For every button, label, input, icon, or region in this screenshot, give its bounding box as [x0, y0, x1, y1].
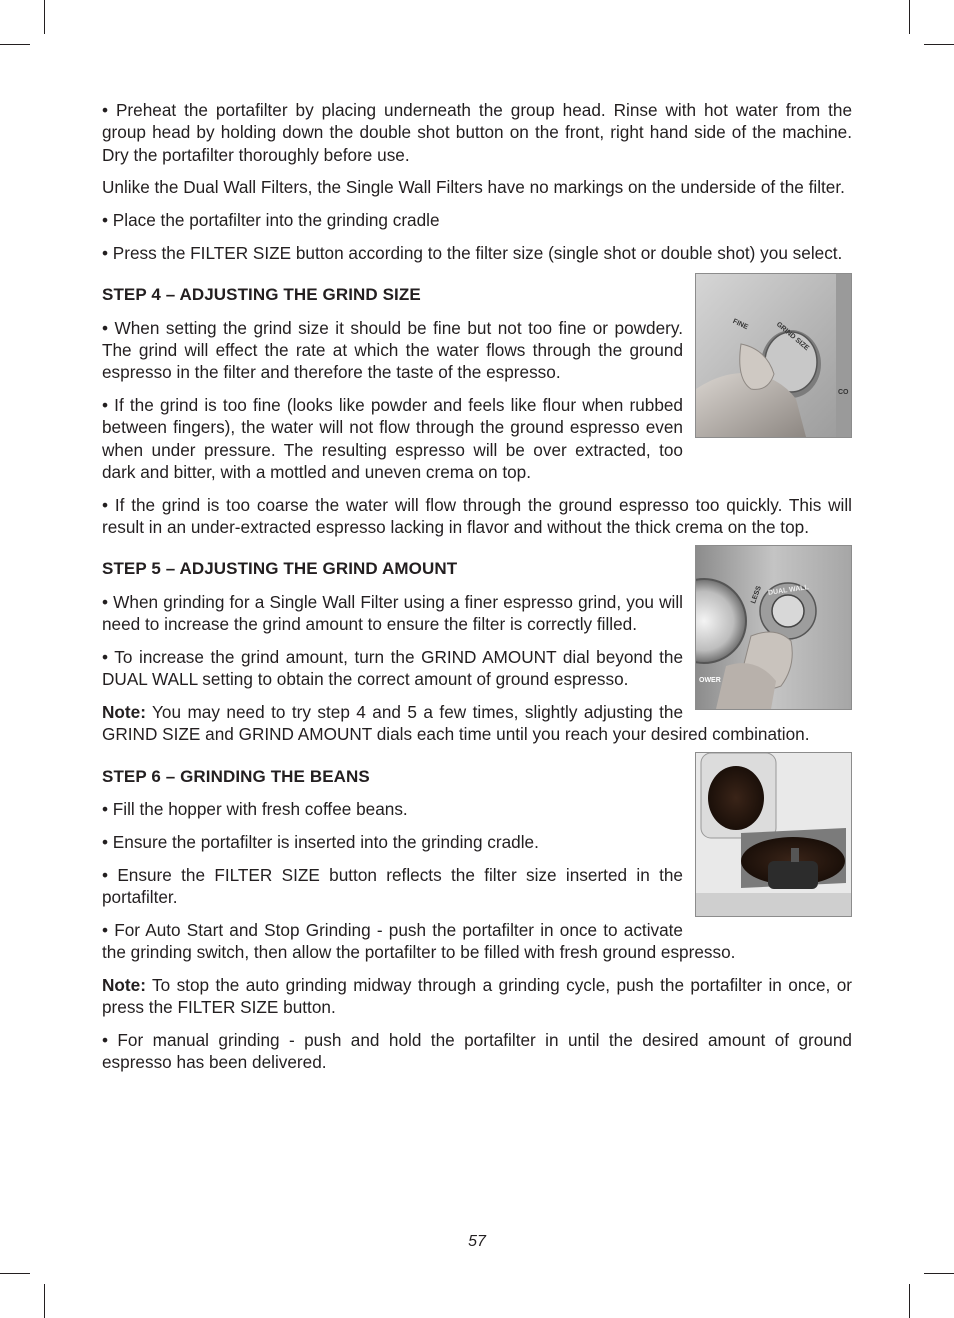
step5-paragraph: • To increase the grind amount, turn the GRIND AMOUNT dial beyond the DUAL WALL setting to obtain the correct amount of ground espresso. — [102, 647, 683, 690]
note-text: To stop the auto grinding midway through a grinding cycle, push the portafilter in once, or press the FILTER SIZE button. — [102, 975, 852, 1018]
step4-heading: STEP 4 – ADJUSTING THE GRIND SIZE — [102, 285, 421, 305]
step6-paragraph: • Ensure the FILTER SIZE button reflects the filter size inserted in the portafilter. — [102, 864, 683, 908]
step6-heading: STEP 6 – GRINDING THE BEANS — [102, 766, 370, 786]
note-label: Note: — [102, 975, 146, 996]
crop-mark — [44, 0, 45, 34]
crop-mark — [909, 0, 910, 34]
crop-mark — [909, 1284, 910, 1318]
step4-paragraph: • If the grind is too fine (looks like powder and feels like flour when rubbed between fingers), the water will not flow through the ground espresso even when under pressure. The resulting espresso will be over extracted, too dark and bitter, with a mottled and uneven crema on top. — [102, 395, 683, 483]
step6-paragraph: • Fill the hopper with fresh coffee beans. — [102, 799, 408, 820]
note-text: You may need to try step 4 and 5 a few times, slightly adjusting the GRIND SIZE and GRIND AMOUNT dials each time until you reach your desired combination. — [102, 702, 810, 745]
page-number: 57 — [468, 1233, 486, 1250]
intro-paragraph: • Preheat the portafilter by placing underneath the group head. Rinse with hot water from the group head by holding down the double shot button on the front, right hand side of the machine. Dry the portafilter thoroughly before use. — [102, 100, 852, 165]
step6-paragraph: • Ensure the portafilter is inserted into the grinding cradle. — [102, 832, 539, 853]
coarse-label: CO — [838, 388, 849, 396]
intro-paragraph: Unlike the Dual Wall Filters, the Single Wall Filters have no markings on the underside of the filter. — [102, 177, 845, 198]
intro-paragraph: • Place the portafilter into the grinding cradle — [102, 210, 440, 231]
fine-label: FINE — [731, 317, 749, 331]
intro-paragraph: • Press the FILTER SIZE button according to the filter size (single shot or double shot) you select. — [102, 242, 843, 263]
step6-note — [102, 974, 852, 1019]
step4-paragraph: • When setting the grind size it should be fine but not too fine or powdery. The grind will effect the rate at which the water flows through the ground espresso in the filter and therefore the taste of the espresso. — [102, 317, 683, 383]
power-label: OWER — [699, 676, 721, 684]
step5-heading: STEP 5 – ADJUSTING THE GRIND AMOUNT — [102, 559, 458, 579]
step6-paragraph: • For Auto Start and Stop Grinding - push the portafilter in once to activate the grinding switch, then allow the portafilter to be filled with fresh ground espresso. — [102, 919, 736, 963]
grind-size-label: GRIND SIZE — [774, 320, 811, 352]
crop-mark — [0, 44, 30, 45]
step5-paragraph: • When grinding for a Single Wall Filter using a finer espresso grind, you will need to increase the grind amount to ensure the filter is correctly filled. — [102, 591, 683, 635]
grind-size-dial-photo — [695, 273, 852, 438]
dual-wall-label: DUAL WALL — [767, 584, 810, 597]
step4-paragraph: • If the grind is too coarse the water will flow through the ground espresso too quickly. This will result in an under-extracted espresso lacking in flavor and without the thick crema on the top. — [102, 494, 852, 538]
crop-mark — [44, 1284, 45, 1318]
coffee-beans-hopper-photo — [695, 752, 852, 917]
crop-mark — [924, 1273, 954, 1274]
note-label: Note: — [102, 702, 146, 723]
crop-mark — [924, 44, 954, 45]
less-label: LESS — [750, 585, 763, 605]
page-content — [102, 99, 852, 1084]
grind-amount-dial-photo — [695, 545, 852, 710]
step6-paragraph: • For manual grinding - push and hold the portafilter in until the desired amount of ground espresso has been delivered. — [102, 1030, 852, 1073]
crop-mark — [0, 1273, 30, 1274]
